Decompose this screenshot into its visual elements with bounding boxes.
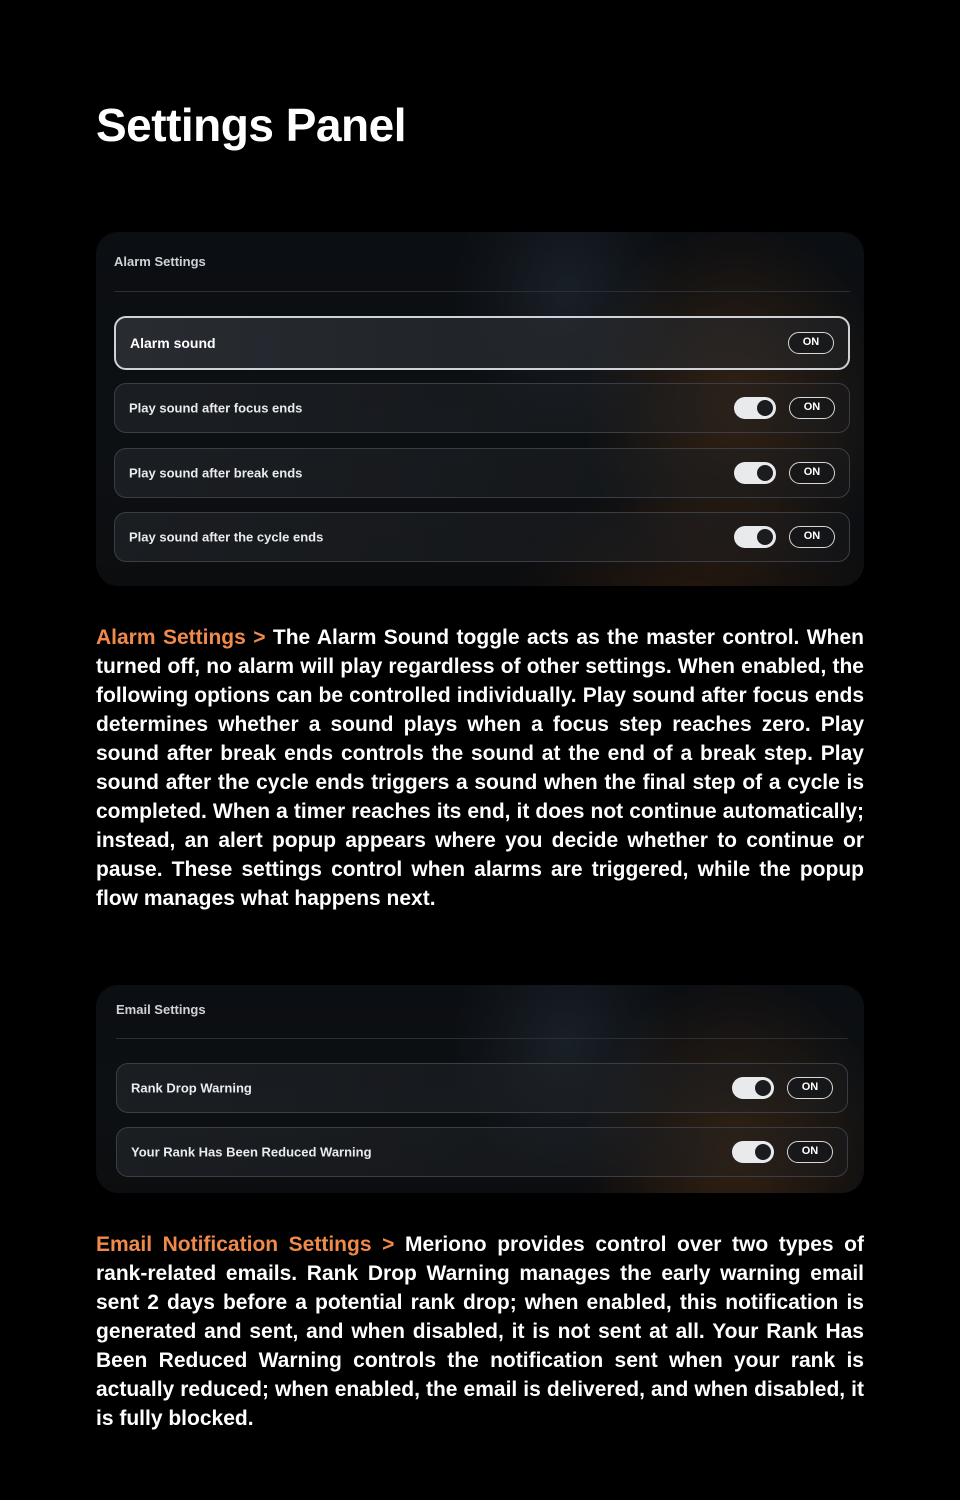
focus-ends-toggle[interactable]	[734, 397, 776, 419]
rank-drop-warning-label: Rank Drop Warning	[131, 1080, 252, 1096]
alarm-settings-description	[96, 623, 864, 913]
email-settings-divider	[116, 1038, 848, 1039]
alarm-description-body: The Alarm Sound toggle acts as the master control. When turned off, no alarm will play regardless of other settings. When enabled, the following options can be controlled individually. Play sound after focus ends determines whether a sound plays when a focus step reaches zero. Play sound after break ends controls the sound at the end of a break step. Play sound after the cycle ends triggers a sound when the final step of a cycle is completed. When a timer reaches its end, it does not continue automatically; instead, an alert popup appears where you decide whether to continue or pause. These settings control when alarms are triggered, while the popup flow manages what happens next.	[96, 626, 864, 910]
cycle-ends-row	[114, 512, 850, 562]
alarm-description-lead: Alarm Settings >	[96, 626, 266, 649]
rank-drop-warning-toggle[interactable]	[732, 1077, 774, 1099]
focus-ends-row	[114, 383, 850, 433]
toggle-knob	[757, 465, 773, 481]
rank-drop-warning-on-button[interactable]: ON	[787, 1077, 833, 1099]
alarm-sound-row[interactable]	[114, 316, 850, 370]
break-ends-on-button[interactable]: ON	[789, 462, 835, 484]
cycle-ends-on-button[interactable]: ON	[789, 526, 835, 548]
email-settings-header: Email Settings	[116, 1002, 206, 1017]
alarm-settings-panel	[96, 232, 864, 586]
toggle-knob	[755, 1080, 771, 1096]
toggle-knob	[757, 529, 773, 545]
focus-ends-label: Play sound after focus ends	[129, 400, 303, 416]
rank-drop-warning-row	[116, 1063, 848, 1113]
break-ends-row	[114, 448, 850, 498]
page-title: Settings Panel	[96, 99, 406, 151]
alarm-sound-on-button[interactable]: ON	[788, 332, 834, 354]
toggle-knob	[757, 400, 773, 416]
email-description-body: Meriono provides control over two types of rank-related emails. Rank Drop Warning manages the early warning email sent 2 days before a potential rank drop; when enabled, this notification is generated and sent, and when disabled, it is not sent at all. Your Rank Has Been Reduced Warning controls the notification sent when your rank is actually reduced; when enabled, the email is delivered, and when disabled, it is fully blocked.	[96, 1233, 864, 1430]
rank-reduced-warning-toggle[interactable]	[732, 1141, 774, 1163]
break-ends-toggle[interactable]	[734, 462, 776, 484]
cycle-ends-label: Play sound after the cycle ends	[129, 529, 324, 545]
break-ends-label: Play sound after break ends	[129, 465, 303, 481]
email-settings-description	[96, 1230, 864, 1433]
cycle-ends-toggle[interactable]	[734, 526, 776, 548]
alarm-sound-label: Alarm sound	[130, 335, 216, 351]
email-settings-panel	[96, 985, 864, 1193]
email-description-lead: Email Notification Settings >	[96, 1233, 395, 1256]
rank-reduced-warning-on-button[interactable]: ON	[787, 1141, 833, 1163]
rank-reduced-warning-label: Your Rank Has Been Reduced Warning	[131, 1144, 372, 1160]
alarm-settings-header: Alarm Settings	[114, 254, 206, 269]
rank-reduced-warning-row	[116, 1127, 848, 1177]
alarm-settings-divider	[114, 291, 850, 292]
focus-ends-on-button[interactable]: ON	[789, 397, 835, 419]
toggle-knob	[755, 1144, 771, 1160]
